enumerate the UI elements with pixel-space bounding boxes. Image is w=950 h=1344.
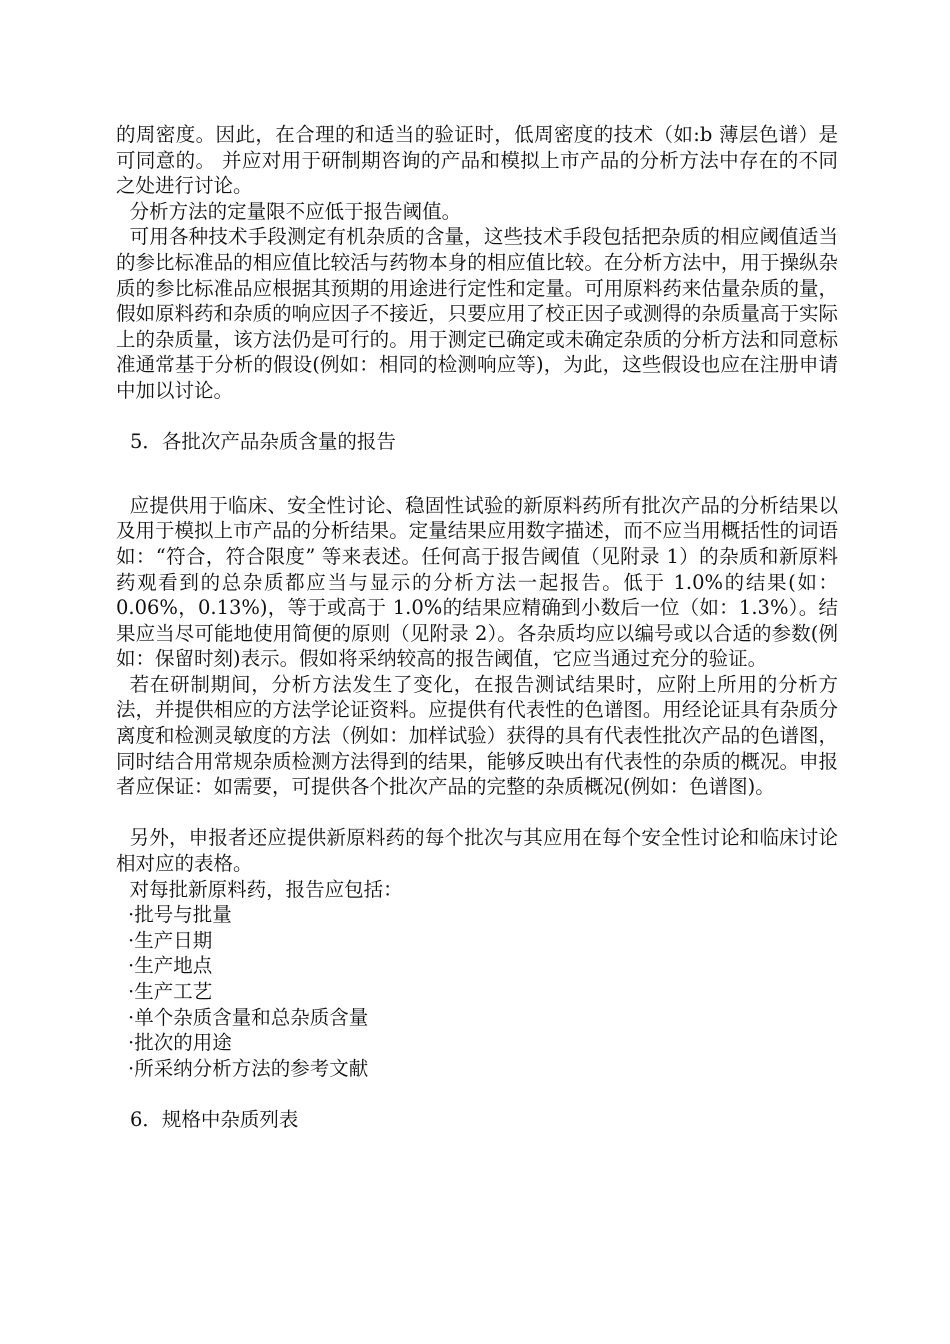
paragraph: 另外，申报者还应提供新原料药的每个批次与其应用在每个安全性讨论和临床讨论相对应的表格。 xyxy=(116,826,838,876)
paragraph: 的周密度。因此，在合理的和适当的验证时，低周密度的技术（如:b 薄层色谱）是可同意的。 并应对用于研制期咨询的产品和模拟上市产品的分析方法中存在的不同之处进行讨论。 xyxy=(116,123,838,198)
section-6-heading: 6．规格中杂质列表 xyxy=(130,1107,299,1131)
report-items-list xyxy=(116,902,838,1081)
list-item: ·所采纳分析方法的参考文献 xyxy=(128,1056,369,1080)
list-item: ·批号与批量 xyxy=(128,903,232,927)
document-page xyxy=(116,122,838,1133)
paragraph: 分析方法的定量限不应低于报告阈值。 xyxy=(129,199,462,223)
spacer xyxy=(116,800,838,826)
spacer xyxy=(116,455,838,493)
paragraph: 若在研制期间，分析方法发生了变化，在报告测试结果时，应附上所用的分析方法，并提供相应的方法学论证资料。应提供有代表性的色谱图。用经论证具有杂质分离度和检测灵敏度的方法（例如：加样试验）获得的具有代表性批次产品的色谱图，同时结合用常规杂质检测方法得到的结果，能够反映出有代表性的杂质的概况。申报者应保证：如需要，可提供各个批次产品的完整的杂质概况(例如：色谱图)。 xyxy=(116,672,838,799)
list-item: ·批次的用途 xyxy=(128,1031,232,1055)
paragraph: 应提供用于临床、安全性讨论、稳固性试验的新原料药所有批次产品的分析结果以及用于模拟上市产品的分析结果。定量结果应用数字描述，而不应当用概括性的词语如：“符合，符合限度” 等来表述。任何高于报告阈值（见附录 1）的杂质和新原料药观看到的总杂质都应当与显示的分析方法一起报告。低于 1.0%的结果(如：0.06%，0.13%)，等于或高于 1.0%的结果应精确到小数后一位（如：1.3%）。结果应当尽可能地使用简便的原则（见附录 2）。各杂质均应以编号或以合适的参数(例如：保留时刻)表示。假如将采纳较高的报告阈值，它应当通过充分的验证。 xyxy=(116,493,838,671)
list-item: ·单个杂质含量和总杂质含量 xyxy=(128,1005,369,1029)
list-item: ·生产日期 xyxy=(128,928,213,952)
paragraph: 可用各种技术手段测定有机杂质的含量，这些技术手段包括把杂质的相应阈值适当的参比标准品的相应值比较活与药物本身的相应值比较。在分析方法中，用于操纵杂质的参比标准品应根据其预期的用途进行定性和定量。可用原料药来估量杂质的量，假如原料药和杂质的响应因子不接近，只要应用了校正因子或测得的杂质量高于实际上的杂质量，该方法仍是可行的。用于测定已确定或未确定杂质的分析方法和同意标准通常基于分析的假设(例如：相同的检测响应等)，为此，这些假设也应在注册申请中加以讨论。 xyxy=(116,225,838,402)
list-item: ·生产地点 xyxy=(128,954,213,978)
section-5-heading: 5．各批次产品杂质含量的报告 xyxy=(130,430,396,454)
spacer xyxy=(116,1081,838,1107)
spacer xyxy=(116,404,838,430)
paragraph: 对每批新原料药，报告应包括： xyxy=(129,877,403,901)
list-item: ·生产工艺 xyxy=(128,980,213,1003)
